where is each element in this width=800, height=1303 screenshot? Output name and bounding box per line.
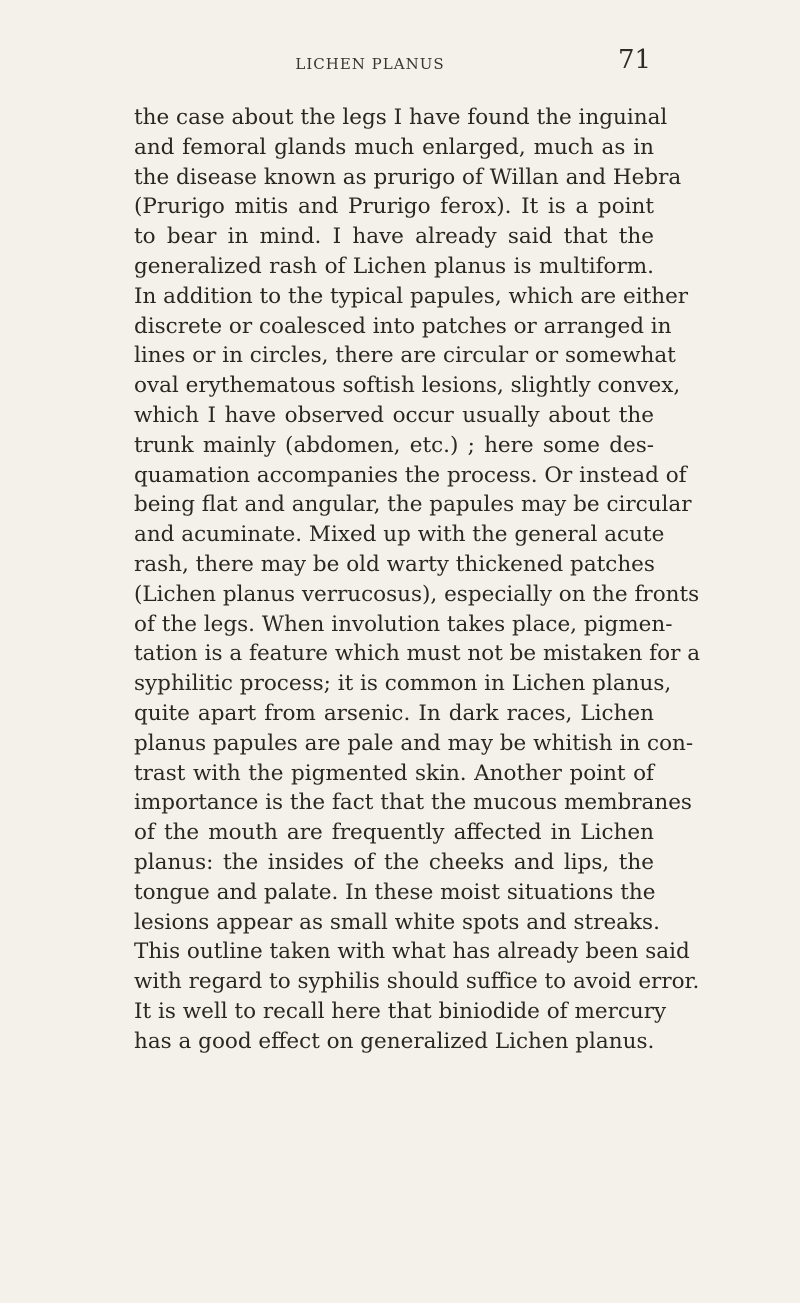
text-line: and acuminate. Mixed up with the general acute — [134, 522, 665, 548]
text-line: quite apart from arsenic. In dark races, Lichen — [134, 700, 654, 726]
text-line: This outline taken with what has already been said — [134, 939, 690, 965]
text-line: planus papules are pale and may be whitish in con- — [134, 730, 694, 756]
text-line: quamation accompanies the process. Or instead of — [134, 462, 687, 488]
text-line: generalized rash of Lichen planus is multiform. — [134, 253, 654, 279]
text-line: being flat and angular, the papules may be circular — [134, 492, 692, 518]
body-text — [134, 103, 701, 1057]
text-line: importance is the fact that the mucous membranes — [134, 790, 692, 816]
running-head: LICHEN PLANUS — [295, 55, 445, 73]
text-line: of the legs. When involution takes place, pigmen- — [134, 611, 673, 637]
text-line: rash, there may be old warty thickened patches — [134, 551, 655, 577]
text-line: has a good effect on generalized Lichen planus. — [134, 1028, 655, 1054]
text-line: the case about the legs I have found the inguinal — [134, 105, 668, 130]
text-line: It is well to recall here that biniodide of mercury — [134, 998, 667, 1024]
text-line: In addition to the typical papules, which are either — [134, 283, 689, 309]
text-line: (Lichen planus verrucosus), especially on the fronts — [134, 581, 700, 607]
text-line: lesions appear as small white spots and streaks. — [134, 909, 660, 935]
text-line: (Prurigo mitis and Prurigo ferox). It is a point — [134, 194, 654, 220]
text-line: syphilitic process; it is common in Lichen planus, — [134, 671, 672, 697]
text-line: with regard to syphilis should suffice to avoid error. — [134, 969, 700, 995]
text-line: tongue and palate. In these moist situations the — [134, 879, 656, 905]
text-line: and femoral glands much enlarged, much as in — [134, 134, 654, 160]
text-line: to bear in mind. I have already said that the — [134, 224, 654, 250]
text-line: discrete or coalesced into patches or arranged in — [134, 313, 672, 339]
text-line: lines or in circles, there are circular or somewhat — [134, 343, 676, 369]
text-line: planus: the insides of the cheeks and lips, the — [134, 849, 654, 875]
text-line: trast with the pigmented skin. Another point of — [134, 760, 654, 786]
text-line: which I have observed occur usually about the — [134, 402, 654, 428]
text-line: oval erythematous softish lesions, slightly convex, — [134, 373, 681, 399]
text-line: trunk mainly (abdomen, etc.) ; here some des- — [134, 432, 654, 458]
text-line: of the mouth are frequently affected in Lichen — [134, 820, 654, 846]
text-line: the disease known as prurigo of Willan and Hebra — [134, 164, 682, 190]
page-number: 71 — [618, 45, 652, 75]
text-line: tation is a feature which must not be mistaken for a — [134, 641, 701, 667]
